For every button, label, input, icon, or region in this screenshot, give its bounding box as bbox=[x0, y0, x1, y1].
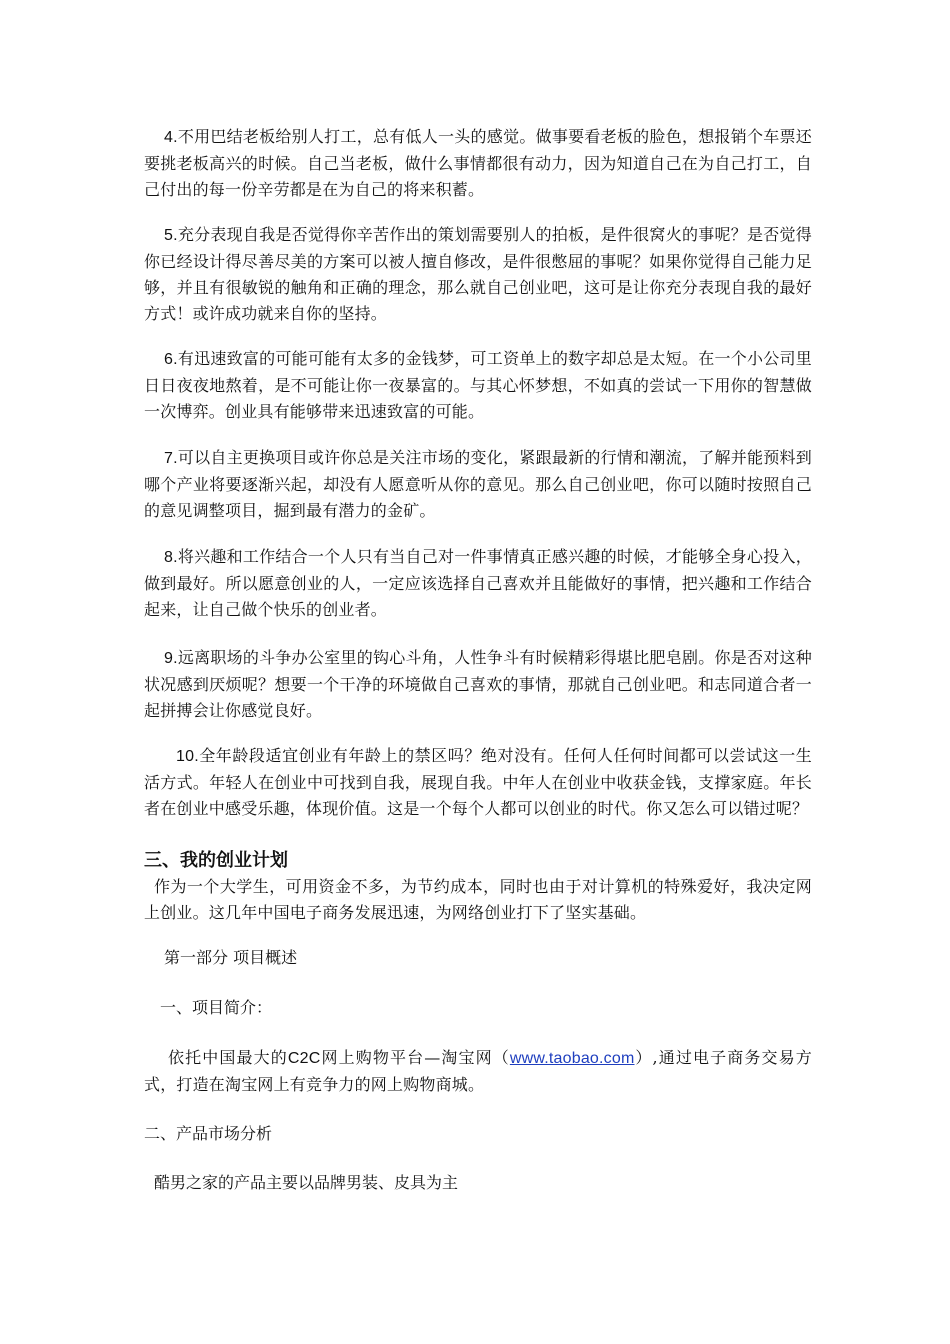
item-text: 将兴趣和工作结合一个人只有当自己对一件事情真正感兴趣的时候，才能够全身心投入，做到最好。所以愿意创业的人，一定应该选择自己喜欢并且能做好的事情，把兴趣和工作结合起来，让自己做个快乐的创业者。 bbox=[144, 547, 812, 619]
project-intro-after: ）,通过电子商务交易方式，打造在淘宝网上有竞争力的网上购物商城。 bbox=[144, 1048, 812, 1094]
item-number: 7. bbox=[164, 450, 178, 467]
list-item-8 bbox=[144, 544, 812, 623]
item-number: 5. bbox=[164, 227, 178, 244]
item-text: 不用巴结老板给别人打工，总有低人一头的感觉。做事要看老板的脸色，想报销个车票还要挑老板高兴的时候。自己当老板，做什么事情都很有动力，因为知道自己在为自己打工，自己付出的每一份辛劳都是在为自己的将来积蓄。 bbox=[144, 127, 812, 199]
project-intro-before: 依托中国最大的 bbox=[168, 1048, 288, 1067]
list-item-5 bbox=[144, 222, 812, 327]
item-text: 全年龄段适宜创业有年龄上的禁区吗？绝对没有。任何人任何时间都可以尝试这一生活方式。年轻人在创业中可找到自我，展现自我。中年人在创业中收获金钱，支撑家庭。年长者在创业中感受乐趣，体现价值。这是一个每个人都可以创业的时代。你又怎么可以错过呢？ bbox=[144, 746, 812, 818]
section-heading: 三、我的创业计划 bbox=[144, 850, 288, 871]
subsection-project-intro: 一、项目简介： bbox=[160, 998, 273, 1017]
list-item-9 bbox=[144, 645, 812, 724]
list-item-4 bbox=[144, 124, 812, 203]
project-intro-paragraph bbox=[144, 1045, 812, 1098]
item-number: 10. bbox=[176, 748, 199, 765]
item-text: 可以自主更换项目或许你总是关注市场的变化，紧跟最新的行情和潮流，了解并能预料到哪个产业将要逐渐兴起，却没有人愿意听从你的意见。那么自己创业吧，你可以随时按照自己的意见调整项目，掘到最有潜力的金矿。 bbox=[144, 448, 812, 520]
item-number: 8. bbox=[164, 549, 178, 566]
item-number: 4. bbox=[164, 129, 178, 146]
item-text: 远离职场的斗争办公室里的钩心斗角，人性争斗有时候精彩得堪比肥皂剧。你是否对这种状况感到厌烦呢？想要一个干净的环境做自己喜欢的事情，那就自己创业吧。和志同道合者一起拼搏会让你感觉良好。 bbox=[144, 648, 812, 720]
item-number: 6. bbox=[164, 351, 178, 368]
list-item-7 bbox=[144, 445, 812, 524]
c2c-text: C2C bbox=[287, 1050, 321, 1067]
subsection-market-analysis: 二、产品市场分析 bbox=[144, 1124, 273, 1143]
item-text: 充分表现自我是否觉得你辛苦作出的策划需要别人的拍板，是件很窝火的事呢？是否觉得你已经设计得尽善尽美的方案可以被人擅自修改，是件很憋屈的事呢？如果你觉得自己能力足够，并且有很敏锐的触角和正确的理念，那么就自己创业吧，这可是让你充分表现自我的最好方式！或许成功就来自你的坚持。 bbox=[144, 225, 812, 323]
part-title: 第一部分 项目概述 bbox=[164, 948, 298, 967]
taobao-link[interactable]: www.taobao.com bbox=[509, 1050, 635, 1067]
item-number: 9. bbox=[164, 650, 178, 667]
list-item-6 bbox=[144, 346, 812, 425]
item-text: 有迅速致富的可能可能有太多的金钱梦，可工资单上的数字却总是太短。在一个小公司里日日夜夜地熬着，是不可能让你一夜暴富的。与其心怀梦想，不如真的尝试一下用你的智慧做一次博弈。创业具有能够带来迅速致富的可能。 bbox=[144, 349, 812, 421]
list-item-10 bbox=[144, 743, 812, 822]
project-intro-mid: 网上购物平台—淘宝网（ bbox=[320, 1048, 510, 1067]
intro-paragraph: 作为一个大学生，可用资金不多，为节约成本，同时也由于对计算机的特殊爱好，我决定网上创业。这几年中国电子商务发展迅速，为网络创业打下了坚实基础。 bbox=[144, 877, 812, 922]
market-paragraph: 酷男之家的产品主要以品牌男装、皮具为主 bbox=[154, 1173, 459, 1192]
